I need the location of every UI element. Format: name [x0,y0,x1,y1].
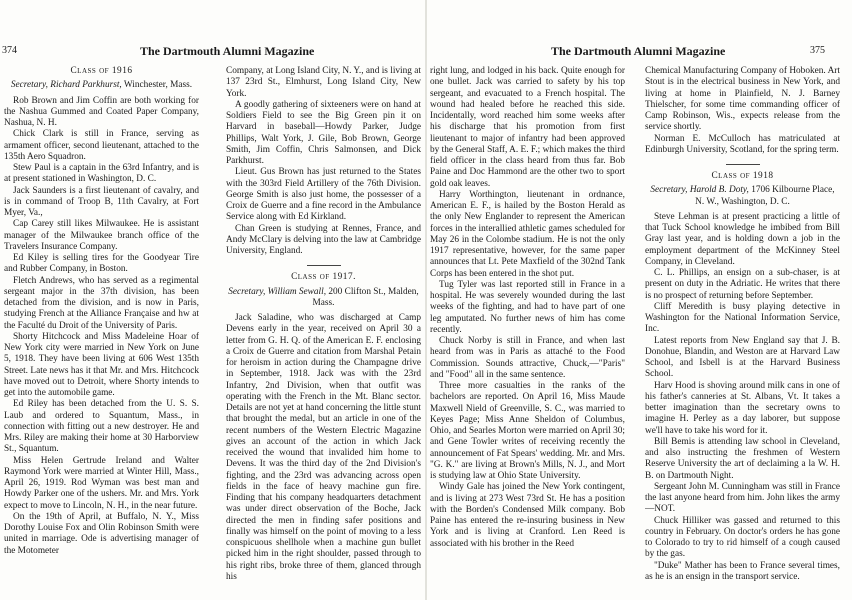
paragraph: Shorty Hitchcock and Miss Madeleine Hoar of New York city were married in New York on June 5, 1918. They have been living at 606 West 135th Street. Late news has it that Mr. and Mrs. Hitchcock have moved out to Detroit, where Shorty intends to get into the automobile game. [4,331,199,398]
running-header: The Dartmouth Alumni Magazine [551,44,726,58]
paragraph: A goodly gathering of sixteeners were on hand at Soldiers Field to see the Big Green pin it on Harvard in baseball—Howdy Parker, Judge Phillips, Walt York, J. Gile, Bob Brown, George Smith, Jim Coffin, Chris Salmonsen, and Dick Parkhurst. [226,99,421,166]
paragraph: Chuck Norby is still in France, and when last heard from was in Paris as attaché to the Food Commission. Sounds attractive, Chuck,—"Paris" and "Food" all in the same sentence. [430,336,625,380]
secretary-place: Winchester, Mass. [123,80,193,91]
paragraph: Jack Saunders is a first lieutenant of cavalry, and is in command of Troop B, 11th Cavalry, at Fort Myer, Va., [4,185,199,218]
paragraph: Lieut. Gus Brown has just returned to the States with the 303rd Field Artillery of the 76th Division. George Smith is also just home, the possesser of a Croix de Guerre and a fine record in the Ambulance Service along with Ed Kirkland. [226,167,421,223]
secretary-place: 200 Clifton St., Malden, Mass. [312,286,419,308]
class-heading: Class of 1917. [291,272,356,283]
paragraph: right lung, and lodged in his back. Quite enough for one bullet. Jack was carried to safety by his top sergeant, and evacuated to a French hospital. The wound had healed before he reached this side. Incidentally, word reached him some weeks after his discharge that his promotion from first lieutenant to major of infantry had been approved by the General Staff, A. E. F.; which makes the third field officer in the class heard from thus far. Bob Paine and Doc Hammond are the other two to sport gold oak leaves. [430,66,625,189]
paragraph: Windy Gale has joined the New York contingent, and is living at 273 West 73rd St. He has a position with the Borden's Condensed Milk company. Bob Paine has entered the re-insuring business in New York and is living at Cranford. Len Reed is associated with his brother in the Reed [430,482,625,549]
paragraph: Sergeant John M. Cunningham was still in France the last anyone heard from him. John likes the army—NOT. [645,481,840,515]
secretary-place: 1706 Kilbourne Place, N. W., Washington, D. C. [695,185,835,207]
left-page [0,0,425,600]
paragraph: On the 19th of April, at Buffalo, N. Y., Miss Dorothy Louise Fox and Olin Robinson Smith were united in marriage. Ode is advertising manager of the Motometer [4,511,199,556]
page-number: 375 [810,45,825,56]
paragraph: "Duke" Mather has been to France several times, as he is an ensign in the transport service. [645,560,840,582]
paragraph: Rob Brown and Jim Coffin are both working for the Nashua Gummed and Coated Paper Company, Nashua, N. H. [4,95,199,128]
paragraph: Company, at Long Island City, N. Y., and is living at 137 23rd St., Elmhurst, Long Island City, New York. [226,66,421,99]
paragraph: Ed Kiley is selling tires for the Goodyear Tire and Rubber Company, in Boston. [4,253,199,275]
class-heading: Class of 1916 [70,66,133,76]
class-heading: Class of 1918 [711,171,774,181]
paragraph: Ed Riley has been detached from the U. S. S. Laub and ordered to Squantum, Mass., in connection with fitting out a new destroyer. He and Mrs. Riley are making their home at 30 Harborview St., Squantum. [4,399,199,455]
paragraph: Cap Carey still likes Milwaukee. He is assistant manager of the Milwaukee branch office of the Travelers Insurance Company. [4,219,199,252]
secretary-name: William Sewall, [267,286,327,297]
column-1 [4,66,199,596]
paragraph: Stew Paul is a captain in the 63rd Infantry, and is at present stationed in Washington, D. C. [4,163,199,185]
right-page [427,0,852,600]
secretary-line [226,287,421,310]
secretary-line [645,185,840,208]
paragraph: Norman E. McCulloch has matriculated at Edinburgh University, Scotland, for the spring term. [645,133,840,155]
paragraph: Bill Bemis is attending law school in Cleveland, and also instructing the freshmen of Western Reserve University the art of declaiming a la W. H. B. on Dartmouth Night. [645,436,840,481]
paragraph: Cliff Meredith is busy playing detective in Washington for the National Information Service, Inc. [645,301,840,335]
section-divider [726,164,760,165]
paragraph: Chemical Manufacturing Company of Hoboken. Art Stout is in the electrical business in New York, and living at home in Plainfield, N. J. Barney Thielscher, for some time commanding officer of Camp Robinson, Wis., expects release from the service shortly. [645,66,840,133]
page-number: 374 [2,45,17,56]
paragraph: Tug Tyler was last reported still in France in a hospital. He was severely wounded during the last weeks of the fighting, and had to have part of one leg amputated. No further news of him has come recently. [430,279,625,335]
paragraph: C. L. Phillips, an ensign on a sub-chaser, is at present on duty in the Adriatic. He writes that there is no prospect of returning before September. [645,268,840,301]
paragraph: Latest reports from New England say that J. B. Donohue, Blandin, and Weston are at Harvard Law School, and Isbell is at the Harvard Business School. [645,335,840,380]
paragraph: Steve Lehman is at present practicing a little of that Tuck School knowledge he imbibed from Bill Gray last year, and is holding down a job in the employment department of the McKinney Steel Company, in Cleveland. [645,211,840,267]
secretary-name: Richard Parkhurst, [50,80,122,91]
column-3 [430,66,625,596]
paragraph: Chick Clark is still in France, serving as armament officer, second lieutenant, attached to the 135th Aero Squadron. [4,129,199,162]
secretary-title: Secretary, [650,185,688,196]
secretary-title: Secretary, [228,286,266,297]
paragraph: Harry Worthington, lieutenant in ordnance, American E. F., is hailed by the Boston Herald as the only New Englander to represent the American forces in the interallied athletic games scheduled for May 26 in the Colombe stadium. He is not the only 1917 representative, however, for the same paper announces that Lt. Pete Maxfield of the 302nd Tank Corps has been entered in the shot put. [430,189,625,279]
paragraph: Chan Green is studying at Rennes, France, and Andy McClary is delving into the law at Cambridge University, England. [226,223,421,256]
secretary-name: Harold B. Doty, [689,185,749,196]
paragraph: Harv Hood is shoving around milk cans in one of his father's canneries at St. Albans, Vt. It takes a better imagination than the secretary owns to imagine H. Perley as a day laborer, but suppose we'll have to take his word for it. [645,380,840,436]
section-divider [307,265,341,266]
paragraph: Jack Saladine, who was discharged at Camp Devens early in the year, received on April 30 a letter from G. H. Q. of the American E. F. enclosing a Croix de Guerre and citation from Marshal Petain for heroism in action during the Champagne drive in September, 1918. Jack was with the 23rd Infantry, 2nd Division, when that outfit was operating with the French in the Mt. Blanc sector. Details are not yet at hand concerning the little stunt that brought the medal, but an article in one of the recent numbers of the Western Electric Magazine gives an account of the action in which Jack received the wound that invalided him home to Devens. It was the third day of the 2nd Division's fighting, and the 23rd was advancing across open fields in the face of heavy machine gun fire. Finding that his company headquarters detachment was under direct observation of the Boche, Jack directed the men in finding safer positions and finally was himself on the point of moving to a less conspicuous shellhole when a machine gun bullet picked him in the right shoulder, passed through to his right ribs, broke three of them, glanced through his [226,313,421,582]
running-header: The Dartmouth Alumni Magazine [140,44,315,58]
column-4 [645,66,840,596]
paragraph: Miss Helen Gertrude Ireland and Walter Raymond York were married at Winter Hill, Mass., April 26, 1919. Rod Wyman was best man and Howdy Parker one of the ushers. Mr. and Mrs. York expect to move to Lincoln, N. H., in the near future. [4,455,199,511]
paragraph: Fletch Andrews, who has served as a regimental sergeant major in the 37th division, has been detached from the division, and is now in Paris, studying French at the Alliance Française and hw at the Faculté du Droit of the University of Paris. [4,275,199,331]
secretary-line [4,80,199,91]
secretary-title: Secretary, [10,80,48,91]
column-2 [226,66,421,596]
paragraph: Chuck Hilliker was gassed and returned to this country in February. On doctor's orders he has gone to Colorado to try to rid himself of a cough caused by the gas. [645,515,840,560]
paragraph: Three more casualties in the ranks of the bachelors are reported. On April 16, Miss Maude Maxwell Nield of Greenville, S. C., was married to Keyes Page; Miss Anne Sheldon of Columbus, Ohio, and Searles Morton were married on April 30; and Gene Towler writes of receiving recently the announcement of Fat Spears' wedding. Mr. and Mrs. "G. K." are living at Brown's Mills, N. J., and Mort is studying law at Ohio State University. [430,381,625,481]
